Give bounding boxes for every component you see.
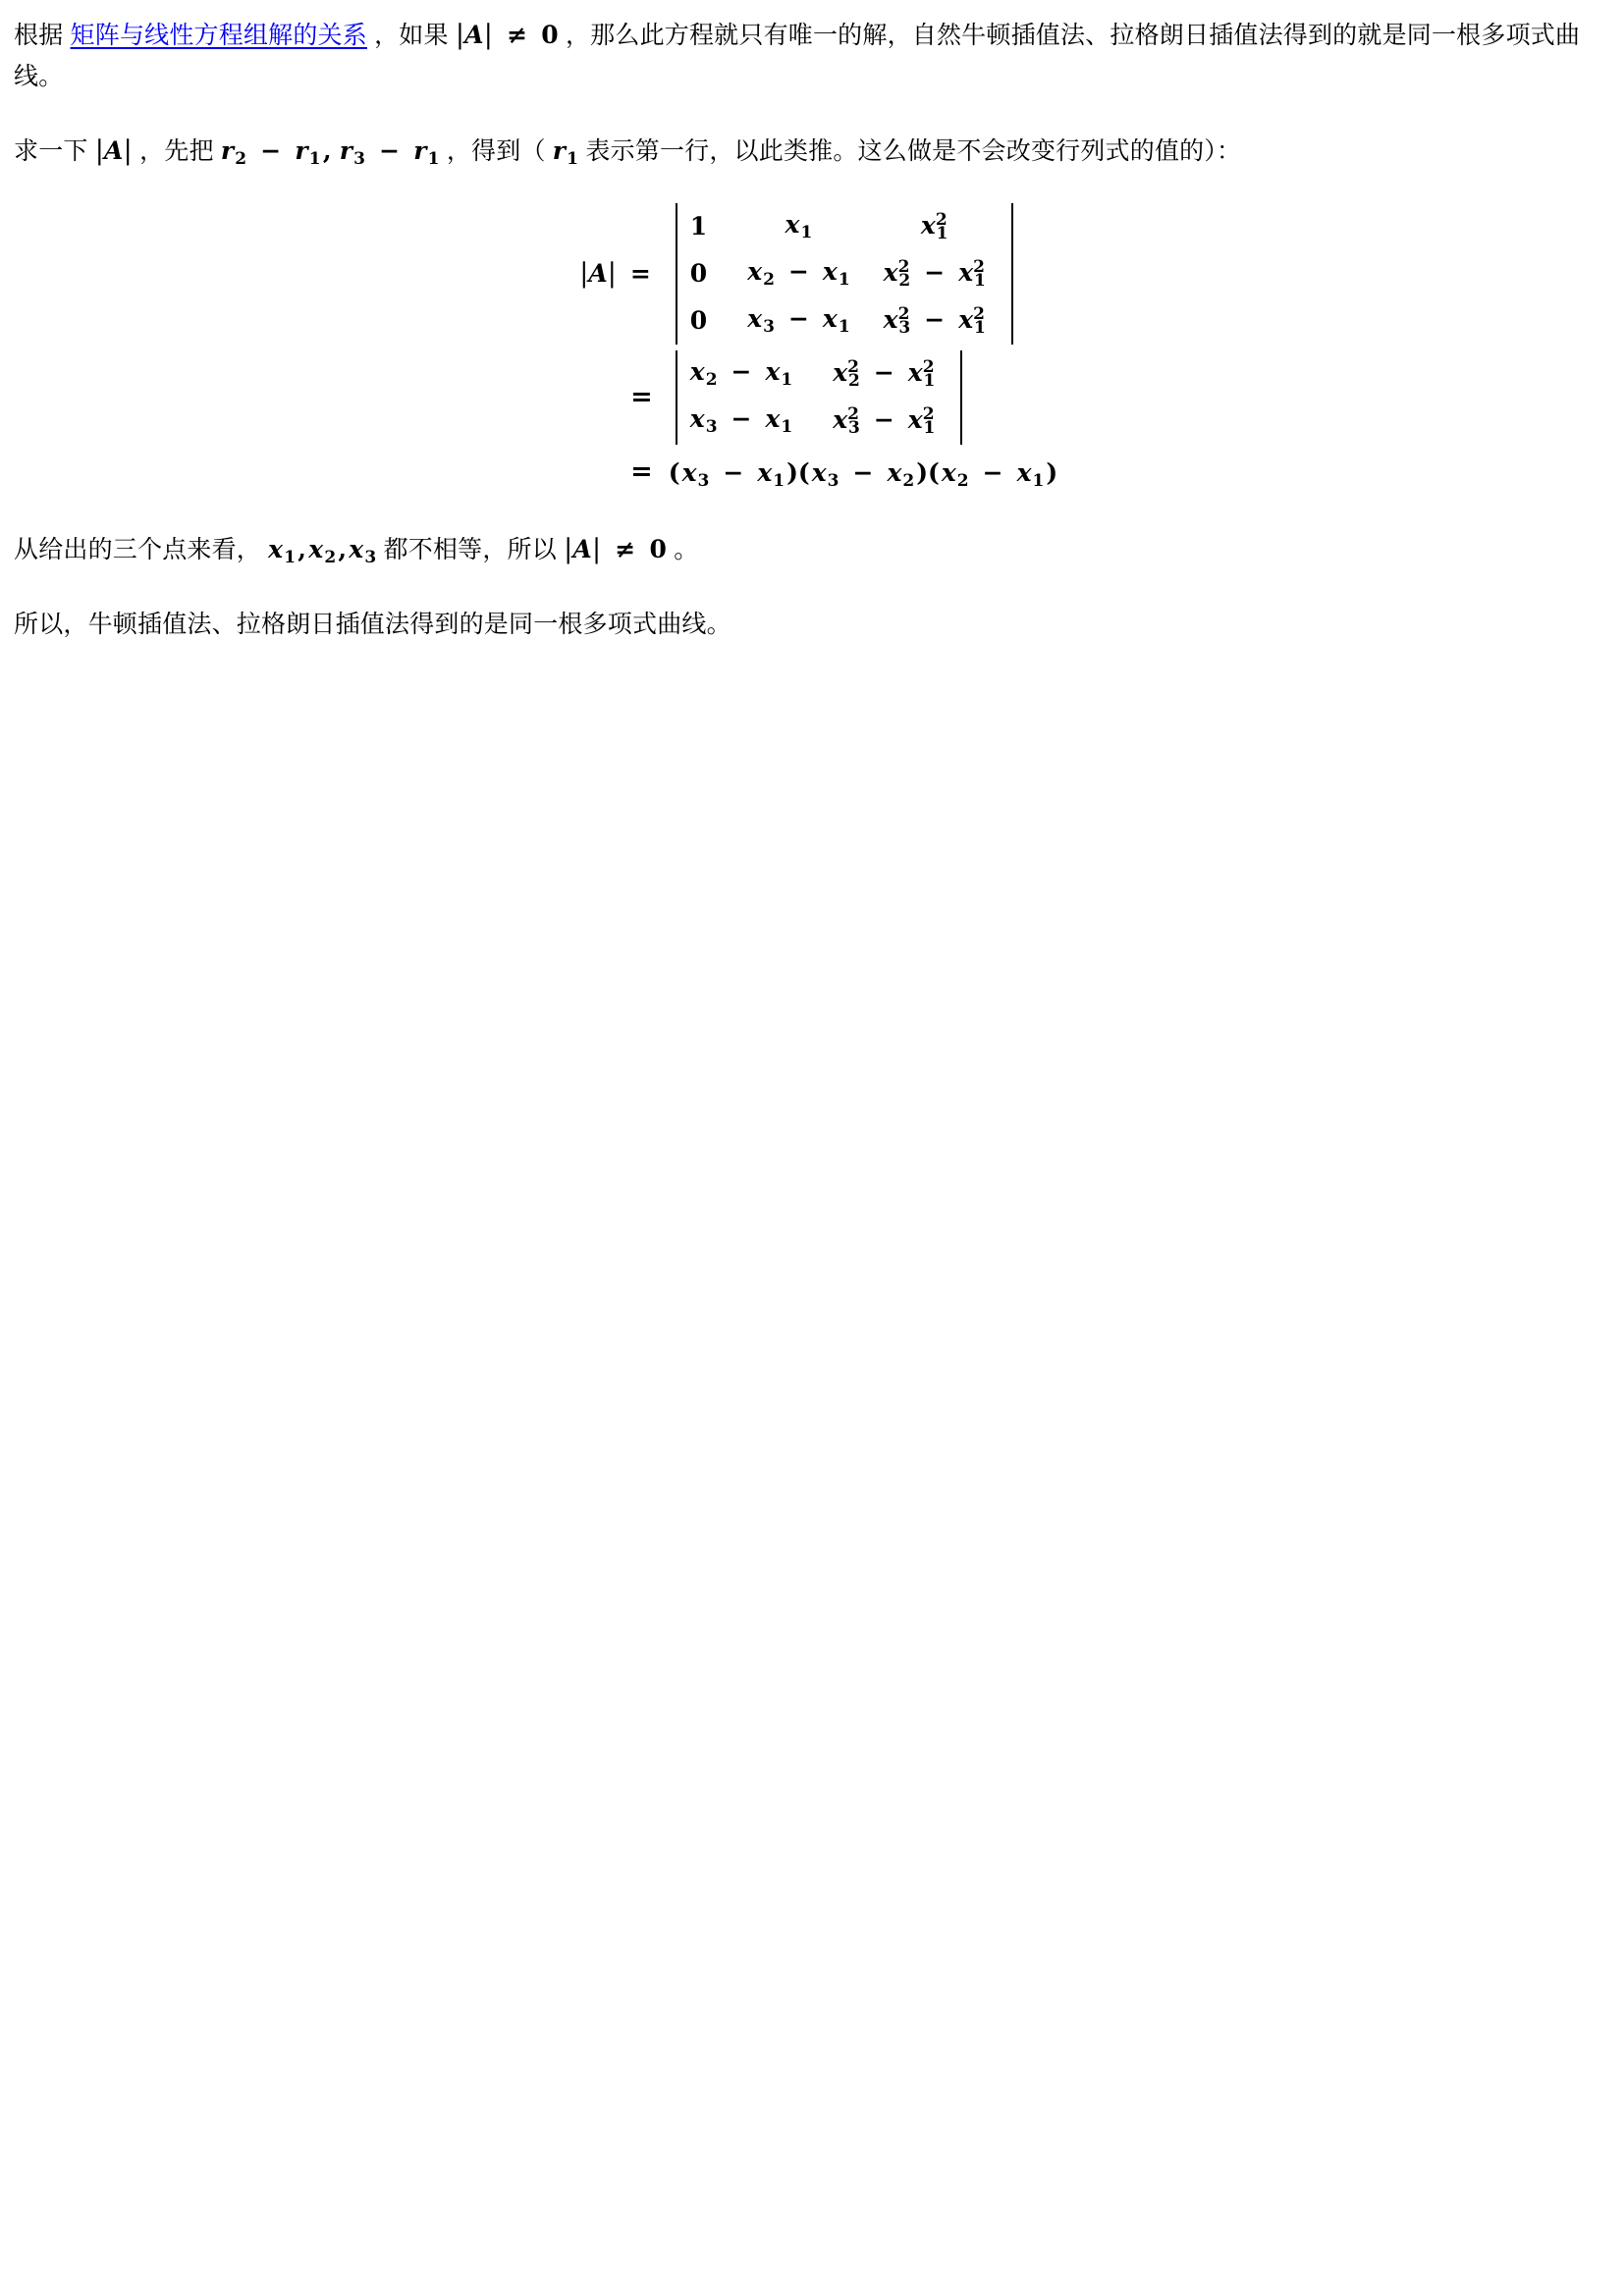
paragraph-1-prefix: 根据: [14, 22, 71, 49]
determinant-equals-1: =: [630, 382, 653, 413]
math-det-A-nonzero-2: |A| ≠ 0: [564, 533, 668, 564]
math-x-values: $x_1,x_2,x_3$: [268, 534, 377, 567]
matrix-row: [686, 350, 952, 398]
paragraph-2-mid2: ，得到（: [439, 137, 553, 166]
matrix-cell: 0: [689, 259, 708, 289]
determinant-bar-right: [960, 350, 962, 445]
matrix-row: [686, 203, 1002, 250]
matrix-row: [686, 398, 952, 445]
math-det-A-1: |A|: [94, 135, 133, 167]
determinant-row-1: [549, 203, 1022, 345]
matrix-2x2-grid: [686, 350, 952, 445]
paragraph-2: [14, 130, 1595, 174]
matrix-cell: $x^2_2 - x^2_1$: [883, 256, 986, 291]
math-row-ops: $r_2 - r_1$, $r_3 - r_1$: [220, 136, 440, 170]
matrix-3x3: [667, 203, 1022, 345]
matrix-cell: 1: [689, 212, 708, 241]
paragraph-4: 所以，牛顿插值法、拉格朗日插值法得到的是同一根多项式曲线。: [14, 611, 731, 639]
matrix-cell: $x_1$: [785, 210, 813, 243]
matrix-cell: $x^2_3 - x^2_1$: [833, 403, 936, 438]
paragraph-3-prefix: 从给出的三个点来看，: [14, 535, 269, 563]
matrix-2x2: [667, 350, 972, 445]
matrix-cell: $x_2 - x_1$: [689, 357, 793, 391]
paragraph-1-mid2: ，那么此方程就只有唯一的解，自然牛顿插值法、拉格朗日插值法得到的就是同一根多项式曲线。: [14, 22, 1581, 90]
paragraph-1: [14, 14, 1595, 96]
determinant-equation-stack: [549, 203, 1059, 491]
matrix-cell: $x^2_1$: [920, 209, 948, 243]
determinant-bar-left: [676, 203, 677, 345]
paragraph-3-mid1: 都不相等，所以: [376, 535, 565, 563]
matrix-cell: $x^2_2 - x^2_1$: [833, 356, 936, 391]
paragraph-2-mid1: ，先把: [132, 137, 221, 166]
paragraph-2-prefix: 求一下: [14, 137, 95, 166]
determinant-equation-block: [14, 203, 1595, 491]
paragraph-3-suffix: 。: [667, 535, 699, 563]
matrix-cell: $x^2_3 - x^2_1$: [883, 303, 986, 338]
matrix-3x3-grid: [686, 203, 1002, 345]
paragraph-3: [14, 528, 1595, 572]
document-page: [0, 0, 1624, 645]
determinant-factored-result: $(x_3 - x_1)(x_3 - x_2)(x_2 - x_1)$: [668, 457, 1058, 491]
paragraph-1-mid1: ，如果: [366, 22, 456, 49]
determinant-bar-left: [676, 350, 677, 445]
matrix-row: [686, 250, 1002, 297]
matrix-cell: $x_3 - x_1$: [747, 304, 850, 338]
matrix-cell: $x_2 - x_1$: [747, 257, 850, 291]
paragraph-2-mid3: 表示第一行，以此类推。这么做是不会改变行列式的值的）：: [578, 137, 1242, 166]
math-r1: $r_1$: [552, 136, 579, 170]
matrix-cell: $x_3 - x_1$: [689, 404, 793, 438]
matrix-linear-equations-link[interactable]: 矩阵与线性方程组解的关系: [70, 22, 367, 49]
determinant-row-2: [549, 350, 972, 445]
determinant-equals-2: =: [630, 455, 653, 487]
determinant-lhs-label: |A| =: [579, 258, 651, 290]
determinant-bar-right: [1011, 203, 1013, 345]
matrix-cell: 0: [689, 306, 708, 336]
matrix-row: [686, 297, 1002, 345]
math-det-A-nonzero-1: |A| ≠ 0: [455, 20, 559, 50]
determinant-row-3: [549, 453, 1059, 491]
